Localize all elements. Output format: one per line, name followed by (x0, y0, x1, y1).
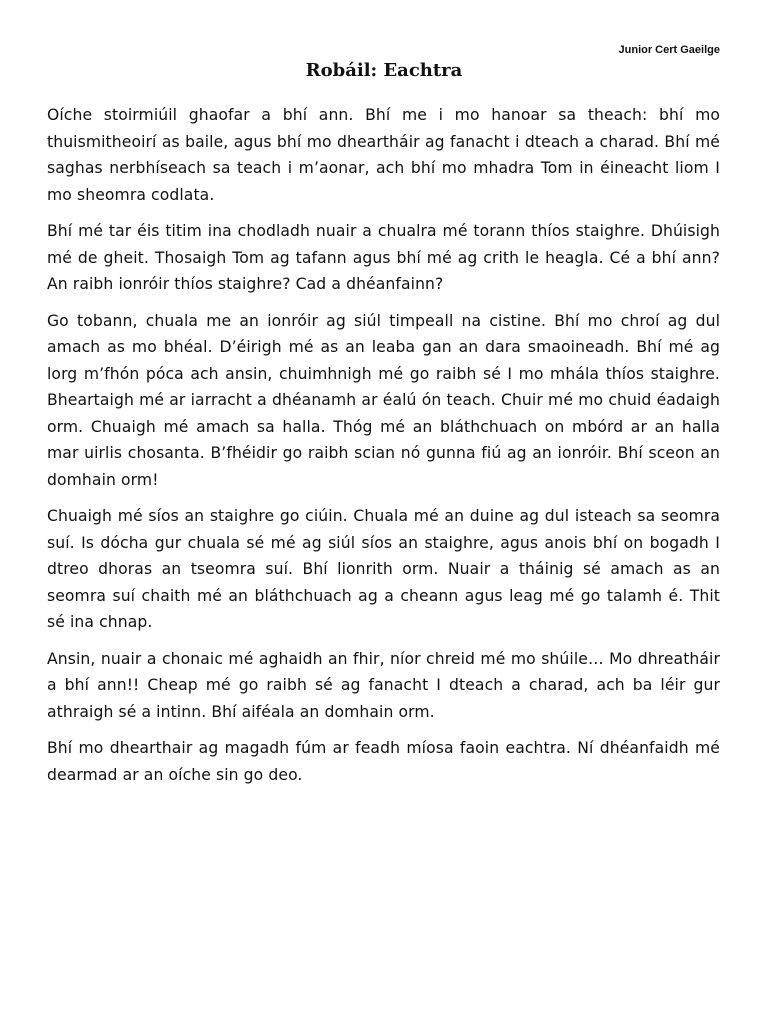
paragraph-4: Chuaigh mé síos an staighre go ciúin. Chuala mé an duine ag dul isteach sa seomra suí. Is dócha gur chuala sé mé ag siúl síos an staighre, agus anois bhí on bogadh I dtreo dhoras an tseomra suí. Bhí lionrith orm. Nuair a tháinig sé amach as an seomra suí chaith mé an bláthchuach ag a cheann agus leag mé go talamh é. Thit sé ina chnap. (47, 507, 720, 631)
paragraph-2: Bhí mé tar éis titim ina chodladh nuair a chualra mé torann thíos staighre. Dhúisigh mé de gheit. Thosaigh Tom ag tafann agus bhí mé ag crith le heagla. Cé a bhí ann? An raibh ionróir thíos staighre? Cad a dhéanfainn? (47, 222, 720, 293)
paragraph-1: Oíche stoirmiúil ghaofar a bhí ann. Bhí me i mo hanoar sa theach: bhí mo thuismitheoirí as baile, agus bhí mo dheartháir ag fanacht i dteach a charad. Bhí mé saghas nerbhíseach sa teach i m’aonar, ach bhí mo mhadra Tom in éineacht liom I mo sheomra codlata. (47, 106, 720, 204)
paragraph-3: Go tobann, chuala me an ionróir ag siúl timpeall na cistine. Bhí mo chroí ag dul amach as mo bhéal. D’éirigh mé as an leaba gan an dara smaoineadh. Bhí mé ag lorg m’fhón póca ach ansin, chuimhnigh mé go raibh sé I mo mhála thíos staighre. Bheartaigh mé ar iarracht a dhéanamh ar éalú ón teach. Chuir mé mo chuid éadaigh orm. Chuaigh mé amach sa halla. Thóg mé an bláthchuach on mbórd ar an halla mar uirlis chosanta. B’fhéidir go raibh scian nó gunna fiú ag an ionróir. Bhí sceon an domhain orm! (47, 311, 720, 489)
paragraph-5: Ansin, nuair a chonaic mé aghaidh an fhir, níor chreid mé mo shúile… Mo dhreatháir a bhí ann!! Cheap mé go raibh sé ag fanacht I dteach a charad, ach ba léir gur athraigh sé a intinn. Bhí aiféala an domhain orm. (47, 649, 720, 721)
page-title: Robáil: Eachtra (305, 60, 463, 81)
paragraph-6: Bhí mo dhearthair ag magadh fúm ar feadh míosa faoin eachtra. Ní dhéanfaidh mé dearmad ar an oíche sin go deo. (47, 739, 720, 784)
story-body (47, 102, 720, 798)
header-note: Junior Cert Gaeilge (618, 44, 720, 56)
